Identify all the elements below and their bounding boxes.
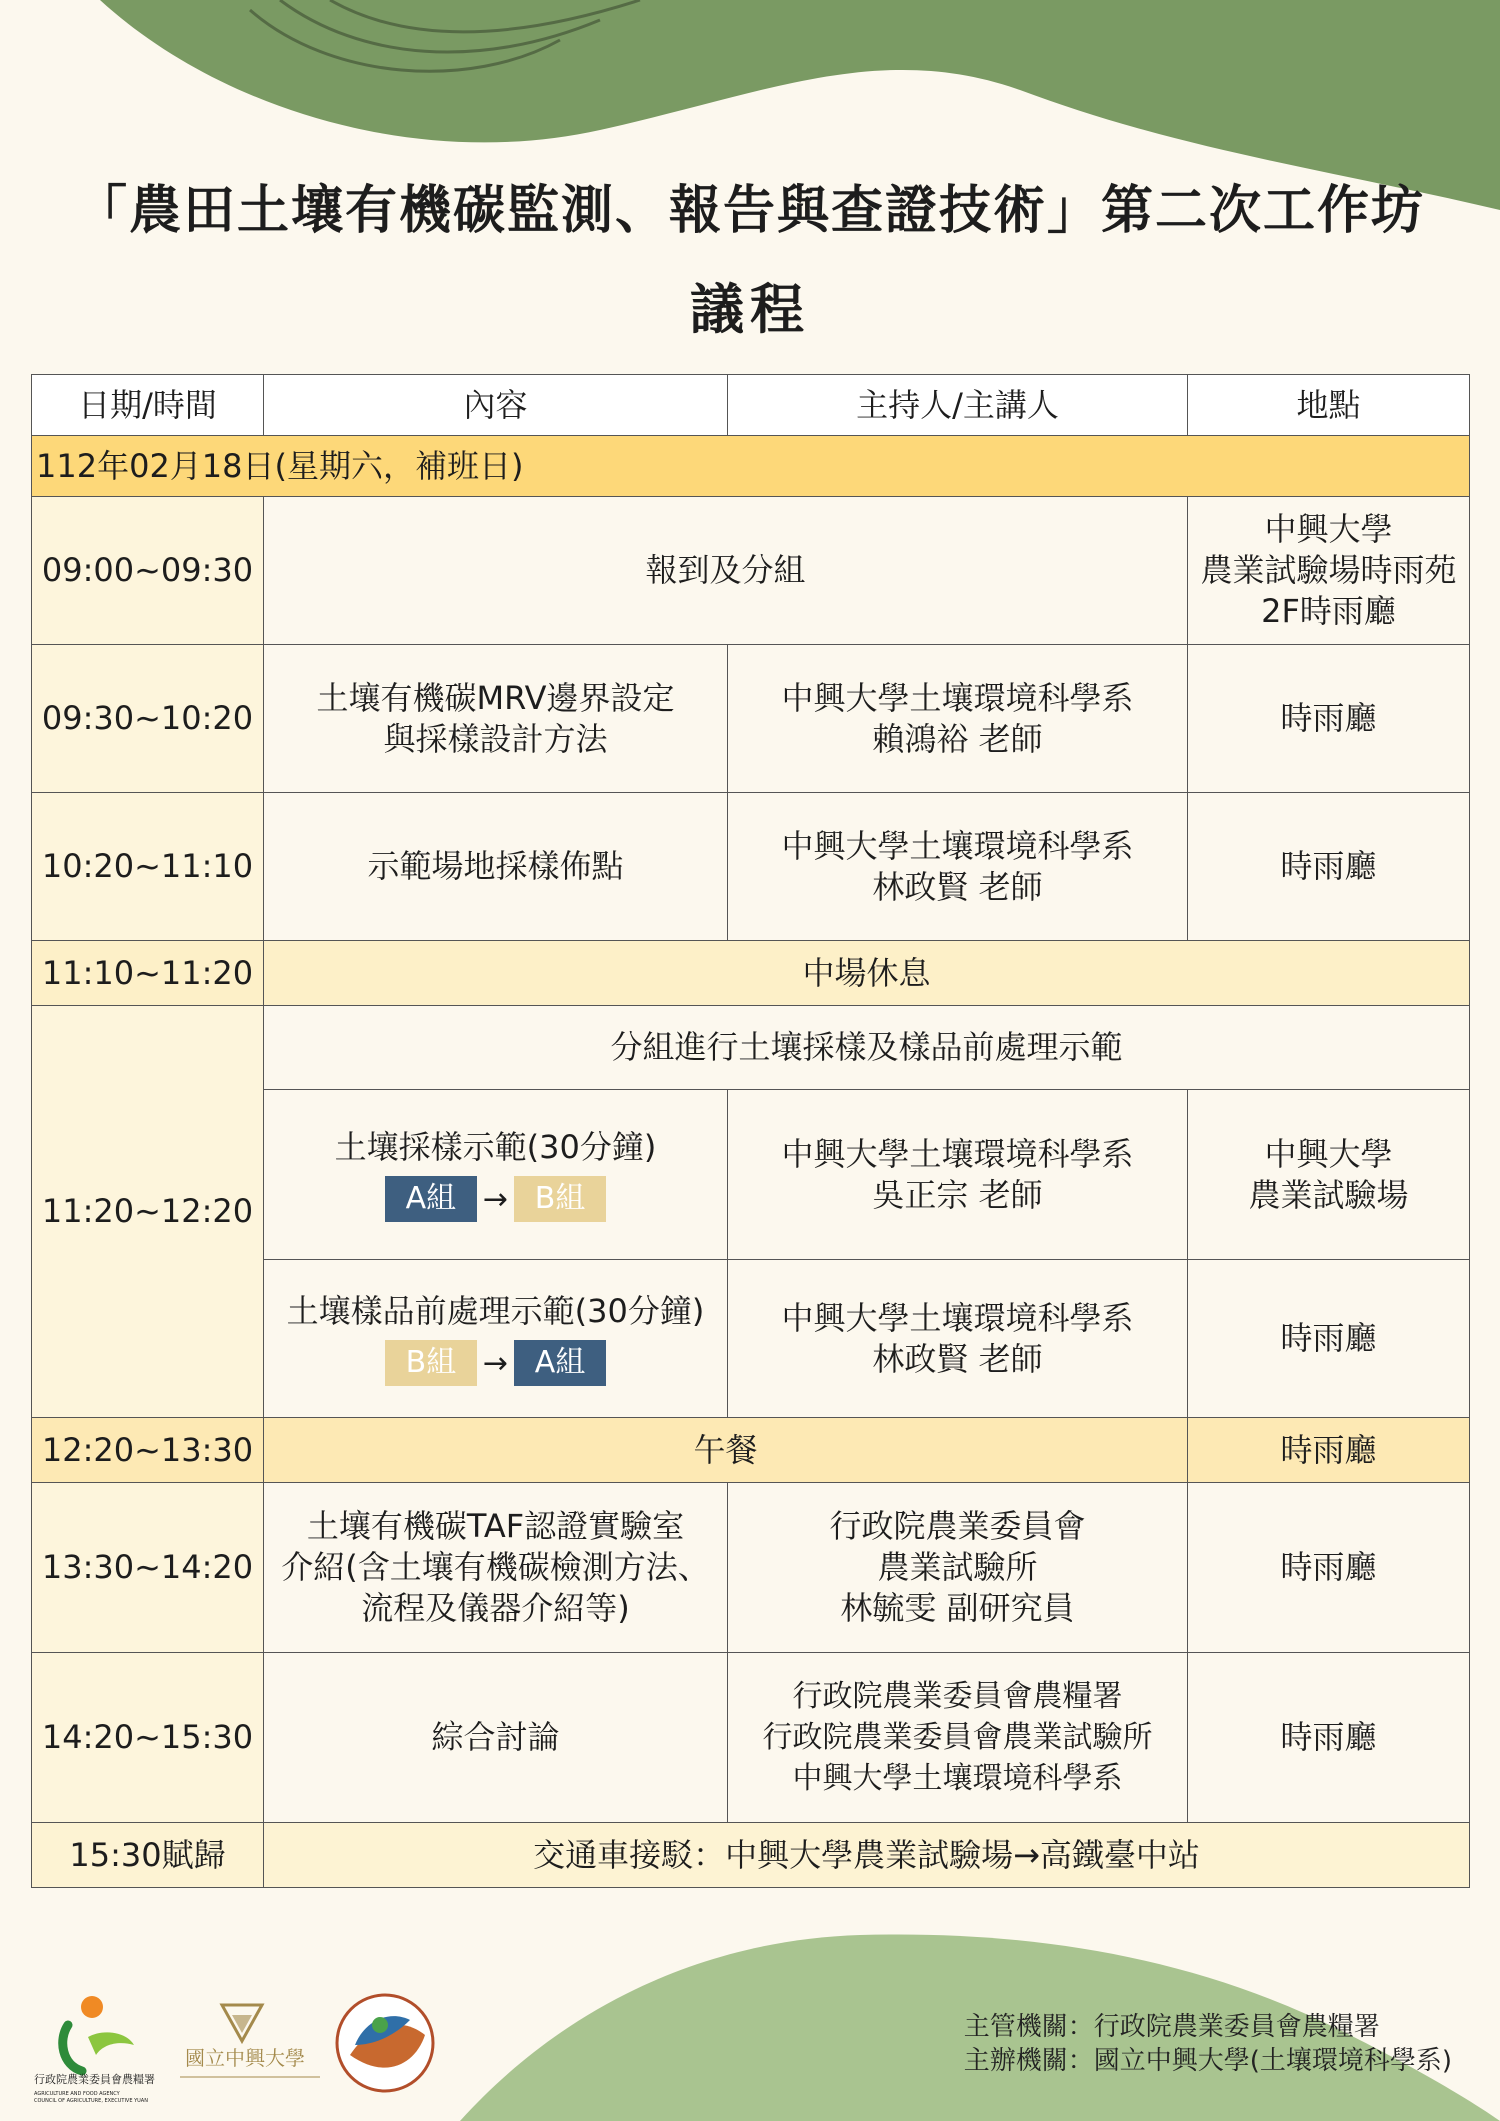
organizing-agency: 主辦機關：國立中興大學(土壤環境科學系)	[963, 2046, 1452, 2076]
table-row	[32, 1653, 1470, 1823]
organization-logos	[30, 1985, 450, 2105]
table-row	[32, 497, 1470, 645]
place-cell: 中興大學 農業試驗場時雨苑 2F時雨廳	[1188, 497, 1470, 645]
afa-logo	[34, 1996, 155, 2104]
shuttle-label: 交通車接駁：中興大學農業試驗場→高鐵臺中站	[264, 1823, 1470, 1888]
arrow-right-icon: →	[482, 1345, 509, 1381]
column-header-time: 日期/時間	[32, 375, 264, 436]
content-cell	[264, 1090, 728, 1260]
column-header-content: 內容	[264, 375, 728, 436]
supervising-agency: 主管機關：行政院農業委員會農糧署	[963, 2012, 1380, 2042]
group-a-badge: A組	[514, 1340, 606, 1386]
session-title: 土壤樣品前處理示範(30分鐘)	[286, 1292, 705, 1330]
nchu-logo	[180, 2005, 320, 2077]
time-cell: 09:30~10:20	[32, 645, 264, 793]
place-cell: 時雨廳	[1188, 1418, 1470, 1483]
page-subtitle: 議程	[690, 278, 810, 341]
table-row	[32, 1006, 1470, 1090]
group-a-badge: A組	[385, 1176, 477, 1222]
column-header-place: 地點	[1188, 375, 1470, 436]
speaker-cell: 行政院農業委員會 農業試驗所 林毓雯 副研究員	[728, 1483, 1188, 1653]
time-cell: 13:30~14:20	[32, 1483, 264, 1653]
break-label: 中場休息	[264, 941, 1470, 1006]
place-cell: 時雨廳	[1188, 1260, 1470, 1418]
break-row	[32, 941, 1470, 1006]
table-row	[32, 645, 1470, 793]
speaker-cell: 中興大學土壤環境科學系 吳正宗 老師	[728, 1090, 1188, 1260]
speaker-cell: 行政院農業委員會農糧署 行政院農業委員會農業試驗所 中興大學土壤環境科學系	[728, 1653, 1188, 1823]
group-rotation	[268, 1340, 723, 1386]
content-cell: 示範場地採樣佈點	[264, 793, 728, 941]
time-cell: 15:30賦歸	[32, 1823, 264, 1888]
time-cell: 12:20~13:30	[32, 1418, 264, 1483]
table-row	[32, 1483, 1470, 1653]
time-cell: 09:00~09:30	[32, 497, 264, 645]
table-row	[32, 793, 1470, 941]
logo-group	[30, 1985, 450, 2105]
content-cell: 報到及分組	[264, 497, 1188, 645]
time-cell: 11:10~11:20	[32, 941, 264, 1006]
place-cell: 時雨廳	[1188, 645, 1470, 793]
lunch-row	[32, 1418, 1470, 1483]
svg-text:行政院農業委員會農糧署: 行政院農業委員會農糧署	[34, 2073, 155, 2086]
place-cell: 中興大學 農業試驗場	[1188, 1090, 1470, 1260]
time-cell: 11:20~12:20	[32, 1006, 264, 1418]
group-session-header: 分組進行土壤採樣及樣品前處理示範	[264, 1006, 1470, 1090]
table-row	[32, 1823, 1470, 1888]
session-title: 土壤採樣示範(30分鐘)	[334, 1128, 657, 1166]
page-title: 「農田土壤有機碳監測、報告與查證技術」第二次工作坊	[74, 181, 1425, 241]
content-cell: 綜合討論	[264, 1653, 728, 1823]
speaker-cell: 中興大學土壤環境科學系 賴鴻裕 老師	[728, 645, 1188, 793]
group-b-badge: B組	[514, 1176, 606, 1222]
content-cell: 土壤有機碳TAF認證實驗室 介紹(含土壤有機碳檢測方法、 流程及儀器介紹等)	[264, 1483, 728, 1653]
time-cell: 14:20~15:30	[32, 1653, 264, 1823]
content-cell: 土壤有機碳MRV邊界設定 與採樣設計方法	[264, 645, 728, 793]
title-block	[0, 170, 1500, 350]
speaker-cell: 中興大學土壤環境科學系 林政賢 老師	[728, 1260, 1188, 1418]
date-row	[32, 436, 1470, 497]
department-logo	[337, 1995, 433, 2091]
svg-text:AGRICULTURE AND FOOD AGENCY: AGRICULTURE AND FOOD AGENCY	[34, 2091, 120, 2097]
arrow-right-icon: →	[482, 1181, 509, 1217]
footer-organizers	[964, 2010, 1452, 2078]
svg-text:國立中興大學: 國立中興大學	[185, 2046, 305, 2070]
group-b-badge: B組	[385, 1340, 477, 1386]
place-cell: 時雨廳	[1188, 1653, 1470, 1823]
agenda-table	[31, 374, 1470, 1888]
time-cell: 10:20~11:10	[32, 793, 264, 941]
svg-text:COUNCIL OF AGRICULTURE, EXECUT: COUNCIL OF AGRICULTURE, EXECUTIVE YUAN	[34, 2098, 148, 2104]
place-cell: 時雨廳	[1188, 1483, 1470, 1653]
header-row	[32, 375, 1470, 436]
date-label: 112年02月18日(星期六，補班日)	[32, 436, 1470, 497]
group-rotation	[268, 1176, 723, 1222]
speaker-cell: 中興大學土壤環境科學系 林政賢 老師	[728, 793, 1188, 941]
column-header-speaker: 主持人/主講人	[728, 375, 1188, 436]
place-cell: 時雨廳	[1188, 793, 1470, 941]
lunch-label: 午餐	[264, 1418, 1188, 1483]
content-cell	[264, 1260, 728, 1418]
